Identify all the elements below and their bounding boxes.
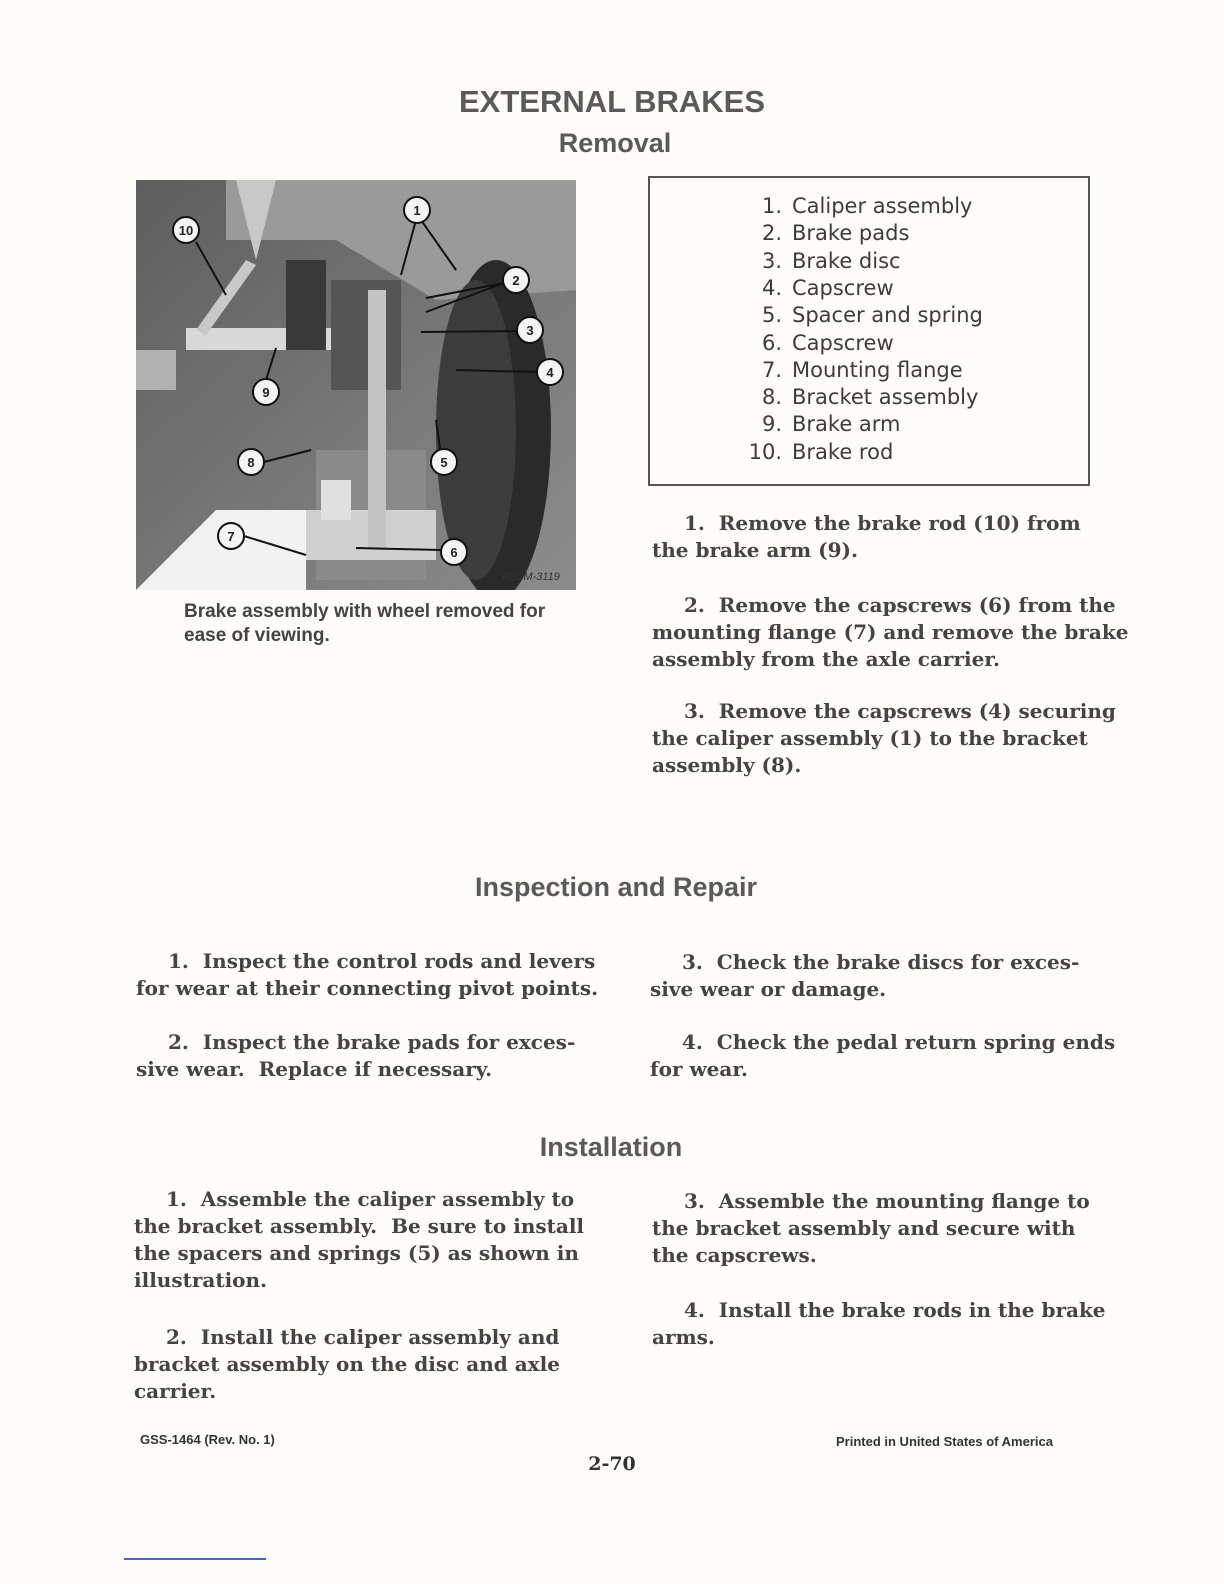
step-line: the spacers and springs (5) as shown in bbox=[134, 1241, 579, 1265]
svg-text:2: 2 bbox=[512, 273, 520, 288]
step-line: the caliper assembly (1) to the bracket bbox=[652, 726, 1088, 750]
legend-text: Brake arm bbox=[792, 412, 901, 437]
step-line: 2. Inspect the brake pads for exces- bbox=[168, 1030, 576, 1054]
printed-notice: Printed in United States of America bbox=[836, 1434, 1053, 1449]
legend-number: 8. bbox=[761, 385, 782, 410]
legend-number: 4. bbox=[761, 275, 782, 300]
step-line: illustration. bbox=[134, 1268, 268, 1292]
legend-number: 9. bbox=[761, 412, 782, 437]
legend-item bbox=[742, 276, 894, 300]
page-number: 2-70 bbox=[588, 1453, 636, 1475]
brake-disc bbox=[368, 290, 386, 550]
legend-text: Bracket assembly bbox=[792, 385, 979, 410]
legend-item bbox=[742, 303, 983, 327]
legend-number: 10. bbox=[748, 439, 782, 464]
step-line: for wear at their connecting pivot points. bbox=[136, 976, 599, 1000]
section-heading-inspection: Inspection and Repair bbox=[474, 872, 758, 902]
instruction-step bbox=[652, 698, 1116, 779]
caption-line: Brake assembly with wheel removed for bbox=[184, 601, 546, 622]
legend-number: 7. bbox=[761, 357, 782, 382]
legend-number: 2. bbox=[761, 221, 782, 246]
legend-text: Mounting flange bbox=[792, 357, 963, 382]
legend-item bbox=[742, 358, 963, 382]
step-line: 1. Remove the brake rod (10) from bbox=[684, 511, 1081, 535]
step-line: 3. Check the brake discs for exces- bbox=[682, 950, 1080, 974]
instruction-step bbox=[650, 949, 1110, 1003]
legend-number: 1. bbox=[761, 194, 782, 218]
figure-caption bbox=[184, 600, 584, 648]
legend-text: Caliper assembly bbox=[792, 194, 973, 218]
svg-text:1: 1 bbox=[413, 203, 421, 218]
legend-number: 6. bbox=[761, 330, 782, 355]
step-line: 1. Assemble the caliper assembly to bbox=[166, 1187, 575, 1211]
step-line: bracket assembly on the disc and axle bbox=[134, 1352, 560, 1376]
step-line: sive wear. Replace if necessary. bbox=[136, 1057, 493, 1081]
step-line: the capscrews. bbox=[652, 1243, 817, 1267]
legend-item bbox=[742, 331, 894, 355]
step-line: assembly from the axle carrier. bbox=[652, 647, 1000, 671]
instruction-step bbox=[136, 1029, 596, 1083]
document-id: GSS-1464 (Rev. No. 1) bbox=[140, 1432, 275, 1447]
svg-text:6: 6 bbox=[450, 545, 458, 560]
legend-text: Brake disc bbox=[792, 248, 901, 273]
step-line: 1. Inspect the control rods and levers bbox=[168, 949, 596, 973]
svg-text:9: 9 bbox=[262, 385, 270, 400]
step-line: the bracket assembly. Be sure to install bbox=[134, 1214, 585, 1238]
step-line: the bracket assembly and secure with bbox=[652, 1216, 1076, 1240]
figure-code: FESM-3119 bbox=[502, 571, 560, 583]
legend-item bbox=[742, 412, 901, 436]
svg-text:7: 7 bbox=[227, 529, 235, 544]
step-line: 4. Install the brake rods in the brake bbox=[684, 1298, 1106, 1322]
instruction-step bbox=[652, 1188, 1112, 1269]
legend-text: Spacer and spring bbox=[792, 303, 983, 328]
legend-item bbox=[742, 194, 972, 218]
svg-text:5: 5 bbox=[440, 455, 448, 470]
legend-item bbox=[742, 440, 893, 464]
svg-text:10: 10 bbox=[178, 223, 194, 238]
legend-number: 3. bbox=[761, 248, 782, 273]
section-heading-installation: Installation bbox=[539, 1132, 683, 1162]
legend-text: Capscrew bbox=[792, 330, 894, 355]
bottom-rule bbox=[124, 1558, 266, 1560]
legend-item bbox=[742, 221, 909, 245]
svg-text:4: 4 bbox=[546, 365, 554, 380]
legend-item bbox=[742, 249, 901, 273]
step-line: 4. Check the pedal return spring ends bbox=[682, 1030, 1116, 1054]
instruction-step bbox=[134, 1324, 594, 1405]
step-line: 2. Install the caliper assembly and bbox=[166, 1325, 560, 1349]
instruction-step bbox=[652, 592, 1129, 673]
step-line: mounting flange (7) and remove the brake bbox=[652, 620, 1129, 644]
step-line: arms. bbox=[652, 1325, 715, 1349]
section-heading-removal: Removal bbox=[558, 128, 672, 158]
legend-number: 5. bbox=[761, 303, 782, 328]
step-line: 2. Remove the capscrews (6) from the bbox=[684, 593, 1116, 617]
instruction-step bbox=[652, 510, 1112, 564]
step-line: 3. Remove the capscrews (4) securing bbox=[684, 699, 1116, 723]
caption-line: ease of viewing. bbox=[184, 625, 330, 646]
svg-text:3: 3 bbox=[526, 323, 534, 338]
step-line: carrier. bbox=[134, 1379, 217, 1403]
bolt bbox=[321, 480, 351, 520]
step-line: sive wear or damage. bbox=[650, 977, 887, 1001]
instruction-step bbox=[136, 948, 599, 1002]
page-title: EXTERNAL BRAKES bbox=[458, 84, 766, 119]
caliper bbox=[331, 280, 401, 390]
step-line: assembly (8). bbox=[652, 753, 802, 777]
legend-item bbox=[742, 385, 978, 409]
step-line: for wear. bbox=[650, 1057, 749, 1081]
legend-text: Brake rod bbox=[792, 439, 894, 464]
step-line: 3. Assemble the mounting flange to bbox=[684, 1189, 1090, 1213]
brake-assembly-photo bbox=[136, 180, 576, 590]
legend-text: Capscrew bbox=[792, 275, 894, 300]
instruction-step bbox=[650, 1029, 1116, 1083]
legend-text: Brake pads bbox=[792, 221, 910, 246]
instruction-step bbox=[652, 1297, 1112, 1351]
svg-text:8: 8 bbox=[247, 455, 255, 470]
instruction-step bbox=[134, 1186, 594, 1294]
step-line: the brake arm (9). bbox=[652, 538, 858, 562]
